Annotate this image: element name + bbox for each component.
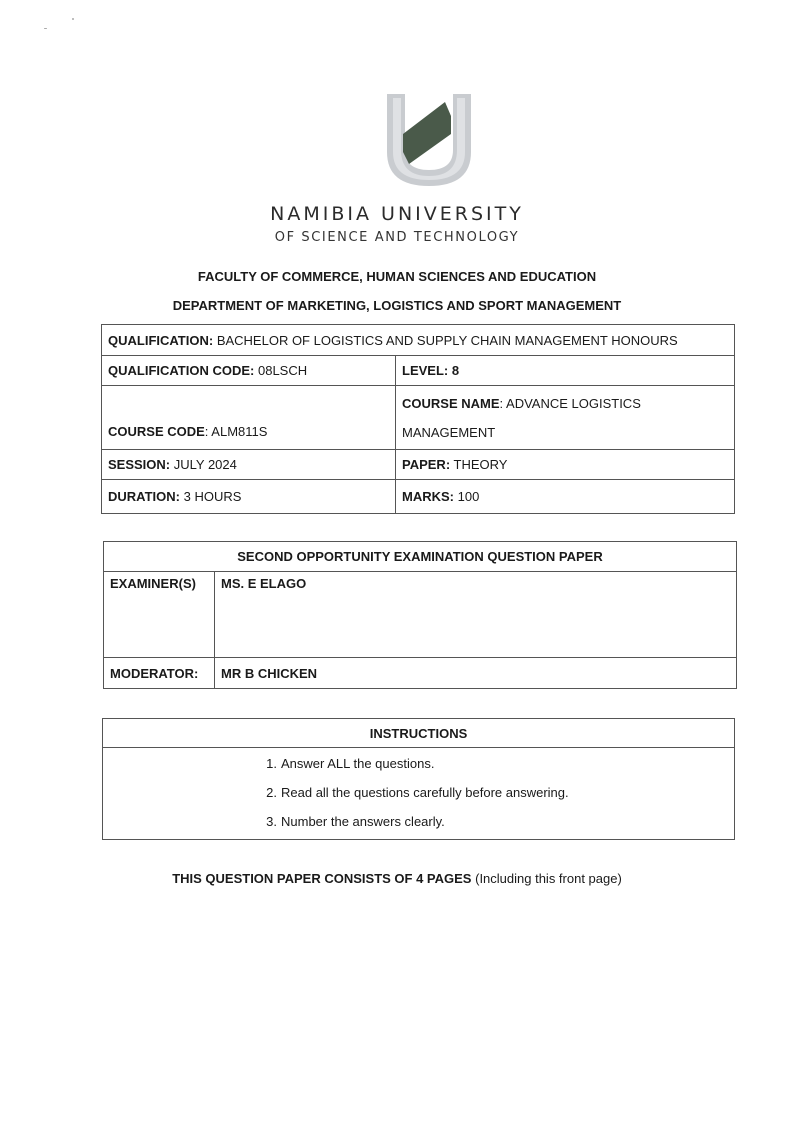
qualification-code-label: QUALIFICATION CODE: xyxy=(108,363,255,378)
course-row xyxy=(102,386,735,450)
session-label: SESSION: xyxy=(108,457,171,472)
instructions-title-row xyxy=(103,719,735,748)
qualification-code-value: 08LSCH xyxy=(257,363,308,378)
qualification-row xyxy=(102,325,735,356)
paper-value: THEORY xyxy=(453,457,508,472)
faculty-heading: FACULTY OF COMMERCE, HUMAN SCIENCES AND EDUCATION xyxy=(197,269,597,284)
university-name: NAMIBIA UNIVERSITY xyxy=(270,203,524,225)
instructions-table xyxy=(102,718,735,840)
paper-label: PAPER: xyxy=(402,457,451,472)
instructions-body-row xyxy=(103,748,735,840)
exam-title-row xyxy=(104,542,737,572)
examiner-row xyxy=(104,572,737,658)
level-value: 8 xyxy=(451,363,460,378)
instruction-item: 2. Read all the questions carefully before answering. xyxy=(266,785,569,800)
duration-label: DURATION: xyxy=(108,489,180,504)
page-count-bold: THIS QUESTION PAPER CONSISTS OF 4 PAGES xyxy=(172,871,472,886)
qualification-label: QUALIFICATION: xyxy=(108,332,214,348)
page-count-normal: (Including this front page) xyxy=(475,871,622,886)
moderator-row xyxy=(104,658,737,689)
exam-table xyxy=(103,541,737,689)
examiner-value: MS. E ELAGO xyxy=(221,576,307,591)
university-logo xyxy=(381,90,477,190)
moderator-value: MR B CHICKEN xyxy=(221,665,318,681)
session-row xyxy=(102,450,735,480)
instructions-list xyxy=(253,749,728,836)
course-info-table xyxy=(101,324,735,514)
qualification-code-row xyxy=(102,356,735,386)
instruction-item: 1. Answer ALL the questions. xyxy=(266,756,435,771)
university-subtitle: OF SCIENCE AND TECHNOLOGY xyxy=(274,230,520,245)
scan-speck xyxy=(44,28,47,29)
exam-title: SECOND OPPORTUNITY EXAMINATION QUESTION PAPER xyxy=(104,542,737,572)
instructions-title: INSTRUCTIONS xyxy=(103,719,735,748)
department-heading: DEPARTMENT OF MARKETING, LOGISTICS AND SPORT MANAGEMENT xyxy=(172,298,622,313)
duration-value: 3 HOURS xyxy=(183,489,242,504)
duration-row xyxy=(102,480,735,514)
scan-speck xyxy=(72,18,74,20)
course-name-value-line2: MANAGEMENT xyxy=(402,424,496,440)
instruction-item: 3. Number the answers clearly. xyxy=(266,814,445,829)
course-name-value: : ADVANCE LOGISTICS xyxy=(499,395,641,411)
course-code-label: COURSE CODE xyxy=(108,424,205,439)
level-label: LEVEL: xyxy=(402,363,449,378)
moderator-label: MODERATOR: xyxy=(110,665,199,681)
qualification-value: BACHELOR OF LOGISTICS AND SUPPLY CHAIN MANAGEMENT HONOURS xyxy=(216,332,678,348)
course-code-value: : ALM811S xyxy=(204,424,268,439)
page-count-note xyxy=(0,871,794,886)
marks-value: 100 xyxy=(457,489,480,504)
course-name-label: COURSE NAME xyxy=(402,395,500,411)
marks-label: MARKS: xyxy=(402,489,454,504)
examiner-label: EXAMINER(S) xyxy=(110,576,196,591)
session-value: JULY 2024 xyxy=(173,457,237,472)
